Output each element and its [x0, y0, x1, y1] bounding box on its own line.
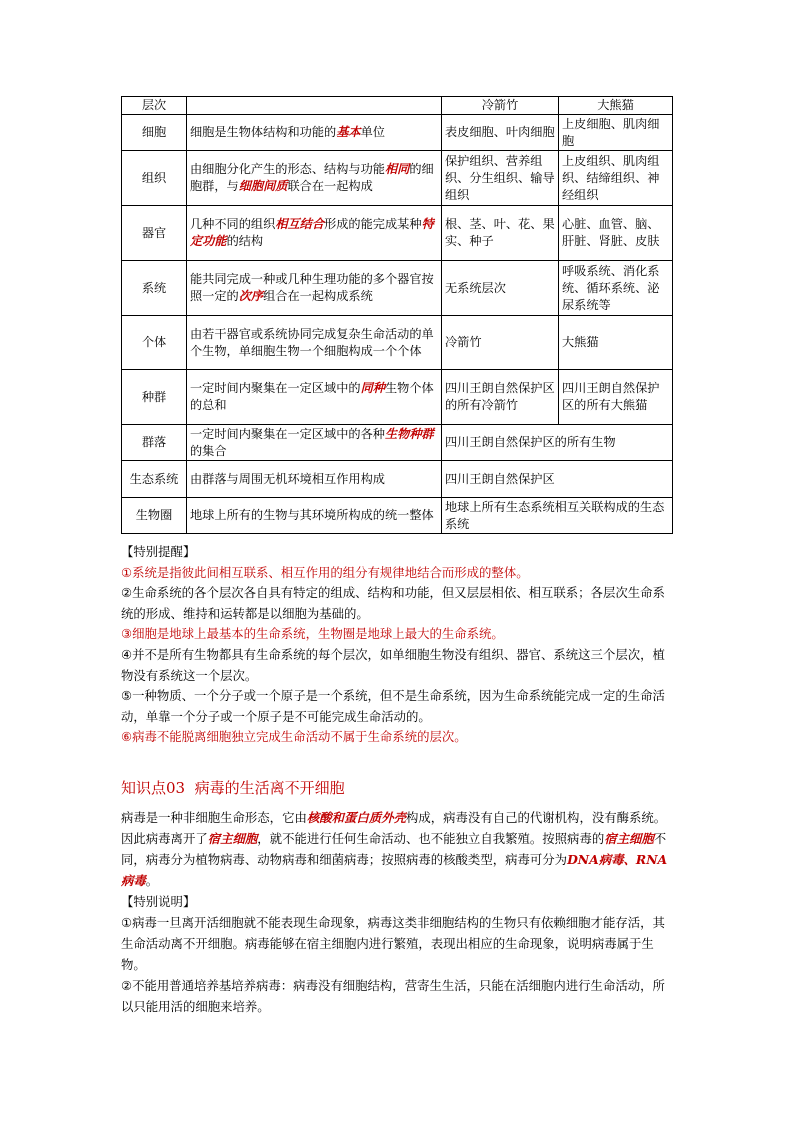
- section-heading: 知识点03 病毒的生活离不开细胞: [121, 779, 345, 797]
- header-bamboo: 冷箭竹: [442, 97, 559, 115]
- row-level: 生态系统: [122, 461, 187, 498]
- table-row: [122, 261, 673, 316]
- row-panda: 四川王朗自然保护区的所有大熊猫: [559, 370, 673, 425]
- row-panda: 大熊猫: [559, 316, 673, 370]
- life-system-levels-table: [121, 96, 673, 534]
- row-level: 种群: [122, 370, 187, 425]
- row-level: 组织: [122, 151, 187, 206]
- table-row: [122, 151, 673, 206]
- virus-section-body: [121, 807, 676, 1017]
- reminder-item: ①系统是指彼此间相互联系、相互作用的组分有规律地结合而形成的整体。: [121, 564, 529, 580]
- header-desc: [187, 97, 442, 115]
- table-header-row: [122, 97, 673, 115]
- row-bamboo: 四川王朗自然保护区的所有冷箭竹: [442, 370, 559, 425]
- reminder-item: ④并不是所有生物都具有生命系统的每个层次，如单细胞生物没有组织、器官、系统这三个层次，植物没有系统这一个层次。: [121, 646, 665, 683]
- row-desc: 一定时间内聚集在一定区域中的同种生物个体的总和: [187, 370, 442, 425]
- reminder-item: ⑤一种物质、一个分子或一个原子是一个系统，但不是生命系统，因为生命系统能完成一定的生命活动，单靠一个分子或一个原子是不可能完成生命活动的。: [121, 688, 665, 724]
- row-panda: 心脏、血管、脑、肝脏、肾脏、皮肤: [559, 206, 673, 261]
- row-desc: 一定时间内聚集在一定区域中的各种生物种群的集合: [187, 425, 442, 461]
- row-level: 群落: [122, 425, 187, 461]
- row-level: 器官: [122, 206, 187, 261]
- row-desc: 几种不同的组织相互结合形成的能完成某种特定功能的结构: [187, 206, 442, 261]
- row-bamboo: 无系统层次: [442, 261, 559, 316]
- reminder-item: ③细胞是地球上最基本的生命系统，生物圈是地球上最大的生命系统。: [121, 626, 504, 642]
- row-desc: 由细胞分化产生的形态、结构与功能相同的细胞群，与细胞间质联合在一起构成: [187, 151, 442, 206]
- special-note-item: ②不能用普通培养基培养病毒：病毒没有细胞结构，营寄生生活，只能在活细胞内进行生命活动，所以只能用活的细胞来培养。: [121, 978, 665, 1014]
- reminder-title: 【特别提醒】: [121, 544, 196, 559]
- table-row: [122, 461, 673, 498]
- row-panda: 上皮组织、肌肉组织、结缔组织、神经组织: [559, 151, 673, 206]
- row-bamboo: 根、茎、叶、花、果实、种子: [442, 206, 559, 261]
- row-desc: 由群落与周围无机环境相互作用构成: [187, 461, 442, 498]
- row-level: 系统: [122, 261, 187, 316]
- row-desc: 由若干器官或系统协同完成复杂生命活动的单个生物，单细胞生物一个细胞构成一个个体: [187, 316, 442, 370]
- table-row: [122, 498, 673, 534]
- reminder-item: ⑥病毒不能脱离细胞独立完成生命活动不属于生命系统的层次。: [121, 729, 467, 745]
- row-panda: 呼吸系统、消化系统、循环系统、泌尿系统等: [559, 261, 673, 316]
- row-both: 四川王朗自然保护区: [442, 461, 673, 498]
- row-both: 地球上所有生态系统相互关联构成的生态系统: [442, 498, 673, 534]
- table-row: [122, 206, 673, 261]
- row-level: 细胞: [122, 115, 187, 151]
- row-both: 四川王朗自然保护区的所有生物: [442, 425, 673, 461]
- special-reminder-block: [121, 542, 676, 748]
- table-row: [122, 370, 673, 425]
- special-note-title: 【特别说明】: [121, 894, 196, 909]
- row-level: 个体: [122, 316, 187, 370]
- row-desc: 细胞是生物体结构和功能的基本单位: [187, 115, 442, 151]
- table-row: [122, 425, 673, 461]
- row-desc: 能共同完成一种或几种生理功能的多个器官按照一定的次序组合在一起构成系统: [187, 261, 442, 316]
- table-row: [122, 316, 673, 370]
- header-level: 层次: [122, 97, 187, 115]
- row-bamboo: 保护组织、营养组织、分生组织、输导组织: [442, 151, 559, 206]
- reminder-item: ②生命系统的各个层次各自具有特定的组成、结构和功能，但又层层相依、相互联系；各层次生命系统的形成、维持和运转都是以细胞为基础的。: [121, 585, 665, 621]
- row-bamboo: 冷箭竹: [442, 316, 559, 370]
- row-bamboo: 表皮细胞、叶肉细胞: [442, 115, 559, 151]
- virus-paragraph: 病毒是一种非细胞生命形态，它由核酸和蛋白质外壳构成，病毒没有自己的代谢机构，没有酶系统。因此病毒离开了宿主细胞，就不能进行任何生命活动、也不能独立自我繁殖。按照病毒的宿主细胞不同，病毒分为植物病毒、动物病毒和细菌病毒；按照病毒的核酸类型，病毒可分为DNA病毒、RNA病毒。: [121, 810, 668, 888]
- header-panda: 大熊猫: [559, 97, 673, 115]
- row-panda: 上皮细胞、肌肉细胞: [559, 115, 673, 151]
- table-row: [122, 115, 673, 151]
- row-desc: 地球上所有的生物与其环境所构成的统一整体: [187, 498, 442, 534]
- special-note-item: ①病毒一旦离开活细胞就不能表现生命现象，病毒这类非细胞结构的生物只有依赖细胞才能存活，其生命活动离不开细胞。病毒能够在宿主细胞内进行繁殖，表现出相应的生命现象，说明病毒属于生物。: [121, 915, 665, 972]
- row-level: 生物圈: [122, 498, 187, 534]
